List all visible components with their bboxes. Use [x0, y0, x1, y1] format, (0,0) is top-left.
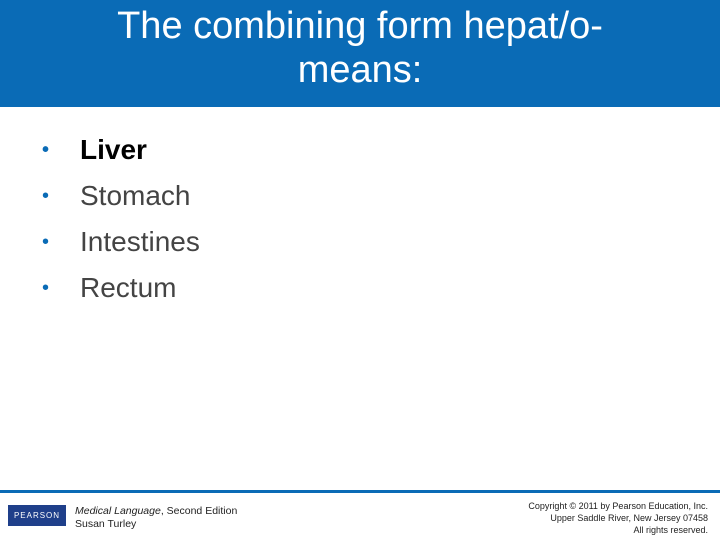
answer-option-label: Rectum — [80, 272, 177, 303]
bullet-icon: • — [42, 139, 50, 161]
book-credit — [75, 505, 237, 531]
answer-option-label: Liver — [80, 134, 147, 165]
pearson-logo: PEARSON — [8, 505, 66, 526]
footer-divider — [0, 490, 720, 493]
copyright-notice — [528, 500, 708, 536]
slide-title — [0, 4, 720, 92]
bullet-icon: • — [42, 277, 50, 299]
answer-option-label: Stomach — [80, 180, 191, 211]
slide-title-line-2: means: — [297, 49, 423, 91]
title-bar — [0, 0, 720, 107]
bullet-icon: • — [42, 185, 50, 207]
slide-title-line-1: The combining form hepat/o- — [117, 5, 603, 47]
book-edition: , Second Edition — [160, 505, 238, 517]
book-title: Medical Language — [75, 505, 161, 517]
book-author: Susan Turley — [75, 518, 137, 530]
copyright-line: Copyright © 2011 by Pearson Education, Inc. — [528, 501, 708, 511]
answer-option-label: Intestines — [80, 226, 200, 257]
copyright-address: Upper Saddle River, New Jersey 07458 — [550, 513, 708, 523]
copyright-rights: All rights reserved. — [633, 525, 708, 535]
bullet-icon: • — [42, 231, 50, 253]
book-title-line — [75, 505, 237, 518]
